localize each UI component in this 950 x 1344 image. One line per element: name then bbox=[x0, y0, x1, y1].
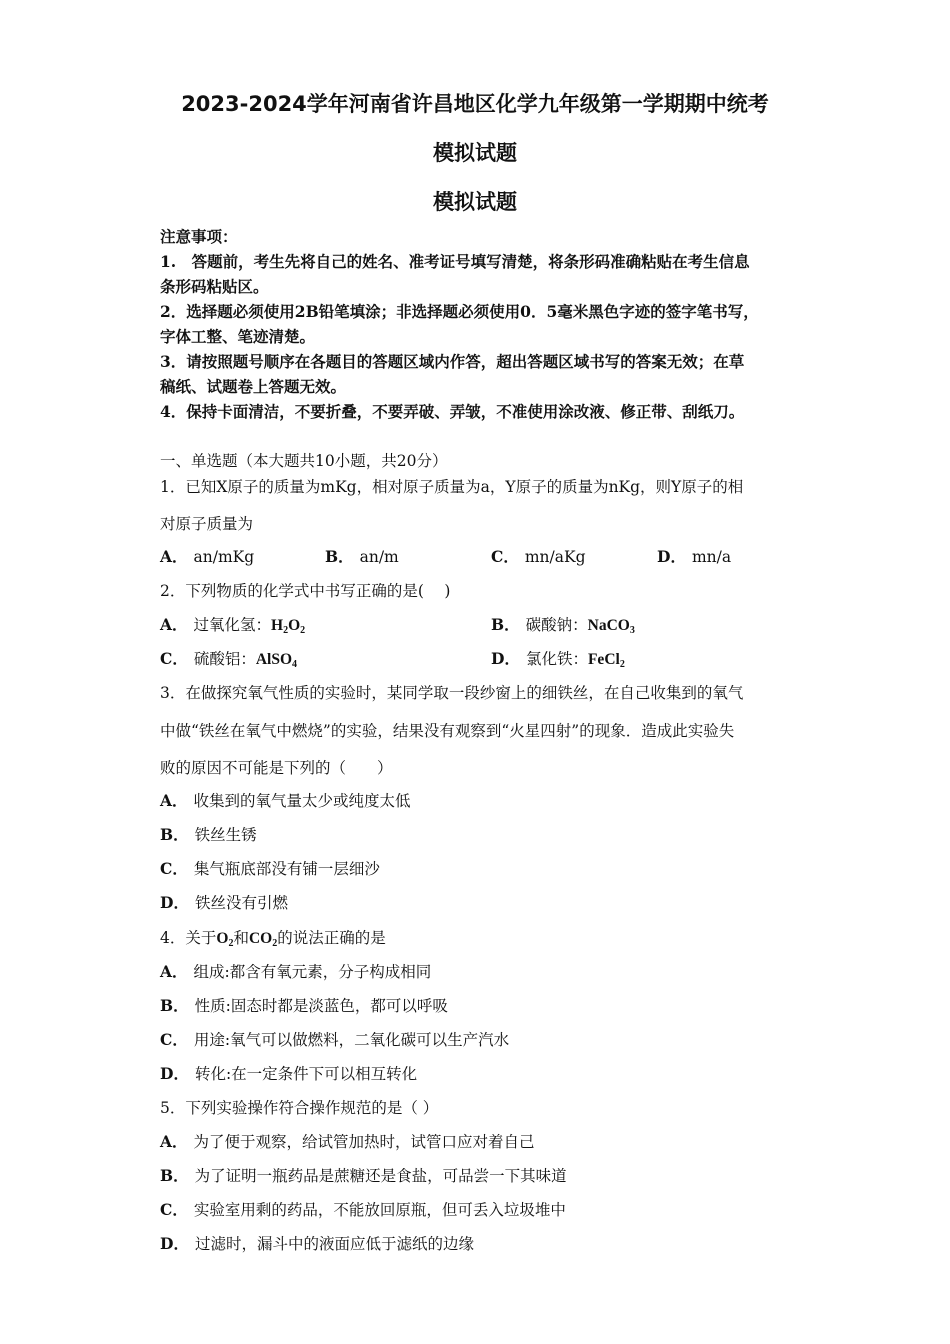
notice-item: 稿纸、试题卷上答题无效。 bbox=[160, 377, 347, 396]
q4-option-a[interactable] bbox=[160, 961, 431, 983]
formula: $H_2O_2$ bbox=[271, 617, 306, 636]
option-label: A． bbox=[160, 962, 188, 981]
q4-stem: 4．关于$O_2$和$CO_2$的说法正确的是 bbox=[160, 929, 386, 949]
q5-option-d[interactable] bbox=[160, 1233, 474, 1255]
notice-item: 1. 答题前，考生先将自己的姓名、准考证号填写清楚，将条形码准确粘贴在考生信息 bbox=[160, 252, 750, 271]
exam-title-line3: 模拟试题 bbox=[433, 190, 517, 214]
option-text: 用途:氧气可以做燃料，二氧化碳可以生产汽水 bbox=[193, 1031, 510, 1049]
notice-item: 字体工整、笔迹清楚。 bbox=[160, 327, 316, 346]
formula: AlSO$_4$ bbox=[255, 651, 298, 670]
option-name: 氯化铁： bbox=[525, 650, 588, 668]
notice-heading: 注意事项： bbox=[160, 227, 238, 246]
option-text: 性质:固态时都是淡蓝色，都可以呼吸 bbox=[194, 997, 448, 1015]
option-text: 为了便于观察，给试管加热时，试管口应对着自己 bbox=[193, 1133, 535, 1151]
notice-item: 条形码粘贴区。 bbox=[160, 277, 269, 296]
q5-stem: 5．下列实验操作符合操作规范的是（ ） bbox=[160, 1099, 439, 1117]
q2-option-d[interactable] bbox=[491, 648, 625, 671]
option-text: 铁丝生锈 bbox=[194, 826, 257, 844]
option-label: A． bbox=[160, 1132, 188, 1151]
option-label: A． bbox=[160, 791, 188, 810]
q1-stem-line2: 对原子质量为 bbox=[160, 515, 254, 533]
option-name: 碳酸钠： bbox=[525, 616, 588, 634]
option-label: B． bbox=[491, 615, 520, 634]
option-text: mn/a bbox=[691, 548, 732, 566]
formula: FeCl$_2$ bbox=[587, 651, 625, 670]
option-text: an/m bbox=[359, 548, 399, 566]
option-label: C． bbox=[160, 1030, 188, 1049]
q3-stem-line3: 败的原因不可能是下列的（ ） bbox=[160, 759, 393, 777]
option-label: D． bbox=[160, 1234, 189, 1253]
option-label: B． bbox=[160, 1166, 189, 1185]
q2-option-a[interactable] bbox=[160, 614, 305, 637]
notice-item: 4．保持卡面清洁，不要折叠，不要弄破、弄皱，不准使用涂改液、修正带、刮纸刀。 bbox=[160, 402, 745, 421]
q4-option-d[interactable] bbox=[160, 1063, 417, 1085]
q1-stem-line1: 1．已知X原子的质量为mKg，相对原子质量为a，Y原子的质量为nKg，则Y原子的相 bbox=[160, 478, 744, 496]
q2-option-c[interactable] bbox=[160, 648, 297, 671]
option-name: 硫酸铝： bbox=[193, 650, 256, 668]
q3-option-b[interactable] bbox=[160, 824, 257, 846]
option-label: C． bbox=[160, 859, 188, 878]
q3-stem-line1: 3．在做探究氧气性质的实验时，某同学取一段纱窗上的细铁丝，在自己收集到的氧气 bbox=[160, 684, 744, 702]
q4-option-b[interactable] bbox=[160, 995, 448, 1017]
q2-option-b[interactable] bbox=[491, 614, 635, 637]
option-name: 过氧化氢： bbox=[193, 616, 272, 634]
option-text: 实验室用剩的药品，不能放回原瓶，但可丢入垃圾堆中 bbox=[193, 1201, 566, 1219]
q3-stem-line2: 中做“铁丝在氧气中燃烧”的实验，结果没有观察到“火星四射”的现象．造成此实验失 bbox=[160, 722, 735, 740]
option-label: D． bbox=[657, 547, 686, 566]
q2-stem: 2．下列物质的化学式中书写正确的是( ) bbox=[160, 582, 451, 600]
q1-option-b[interactable] bbox=[325, 546, 399, 568]
option-label: D． bbox=[491, 649, 520, 668]
q5-option-a[interactable] bbox=[160, 1131, 535, 1153]
q5-option-c[interactable] bbox=[160, 1199, 566, 1221]
formula: NaCO$_3$ bbox=[587, 617, 635, 636]
option-text: 组成:都含有氧元素，分子构成相同 bbox=[193, 963, 432, 981]
notice-item: 2．选择题必须使用2B铅笔填涂；非选择题必须使用0．5毫米黑色字迹的签字笔书写， bbox=[160, 302, 759, 321]
option-text: 铁丝没有引燃 bbox=[194, 894, 288, 912]
q3-option-c[interactable] bbox=[160, 858, 380, 880]
option-text: 集气瓶底部没有铺一层细沙 bbox=[193, 860, 380, 878]
q5-option-b[interactable] bbox=[160, 1165, 567, 1187]
option-text: 过滤时，漏斗中的液面应低于滤纸的边缘 bbox=[194, 1235, 474, 1253]
option-text: 转化:在一定条件下可以相互转化 bbox=[194, 1065, 418, 1083]
q1-option-c[interactable] bbox=[491, 546, 586, 568]
option-text: an/mKg bbox=[193, 548, 255, 566]
q1-option-a[interactable] bbox=[160, 546, 254, 568]
q3-option-a[interactable] bbox=[160, 790, 411, 812]
q1-option-d[interactable] bbox=[657, 546, 731, 568]
option-label: B． bbox=[325, 547, 354, 566]
exam-title-line1: 2023-2024学年河南省许昌地区化学九年级第一学期期中统考 bbox=[181, 92, 769, 116]
option-label: A． bbox=[160, 615, 188, 634]
q4-option-c[interactable] bbox=[160, 1029, 509, 1051]
q3-option-d[interactable] bbox=[160, 892, 288, 914]
option-label: B． bbox=[160, 996, 189, 1015]
option-label: C． bbox=[491, 547, 519, 566]
exam-title-line2: 模拟试题 bbox=[433, 141, 517, 165]
option-text: 为了证明一瓶药品是蔗糖还是食盐，可品尝一下其味道 bbox=[194, 1167, 567, 1185]
option-label: D． bbox=[160, 1064, 189, 1083]
option-label: C． bbox=[160, 649, 188, 668]
option-text: 收集到的氧气量太少或纯度太低 bbox=[193, 792, 411, 810]
option-text: mn/aKg bbox=[524, 548, 586, 566]
option-label: A． bbox=[160, 547, 188, 566]
option-label: D． bbox=[160, 893, 189, 912]
option-label: B． bbox=[160, 825, 189, 844]
section-heading: 一、单选题（本大题共10小题，共20分） bbox=[160, 452, 448, 470]
option-label: C． bbox=[160, 1200, 188, 1219]
notice-item: 3．请按照题号顺序在各题目的答题区域内作答，超出答题区域书写的答案无效；在草 bbox=[160, 352, 745, 371]
